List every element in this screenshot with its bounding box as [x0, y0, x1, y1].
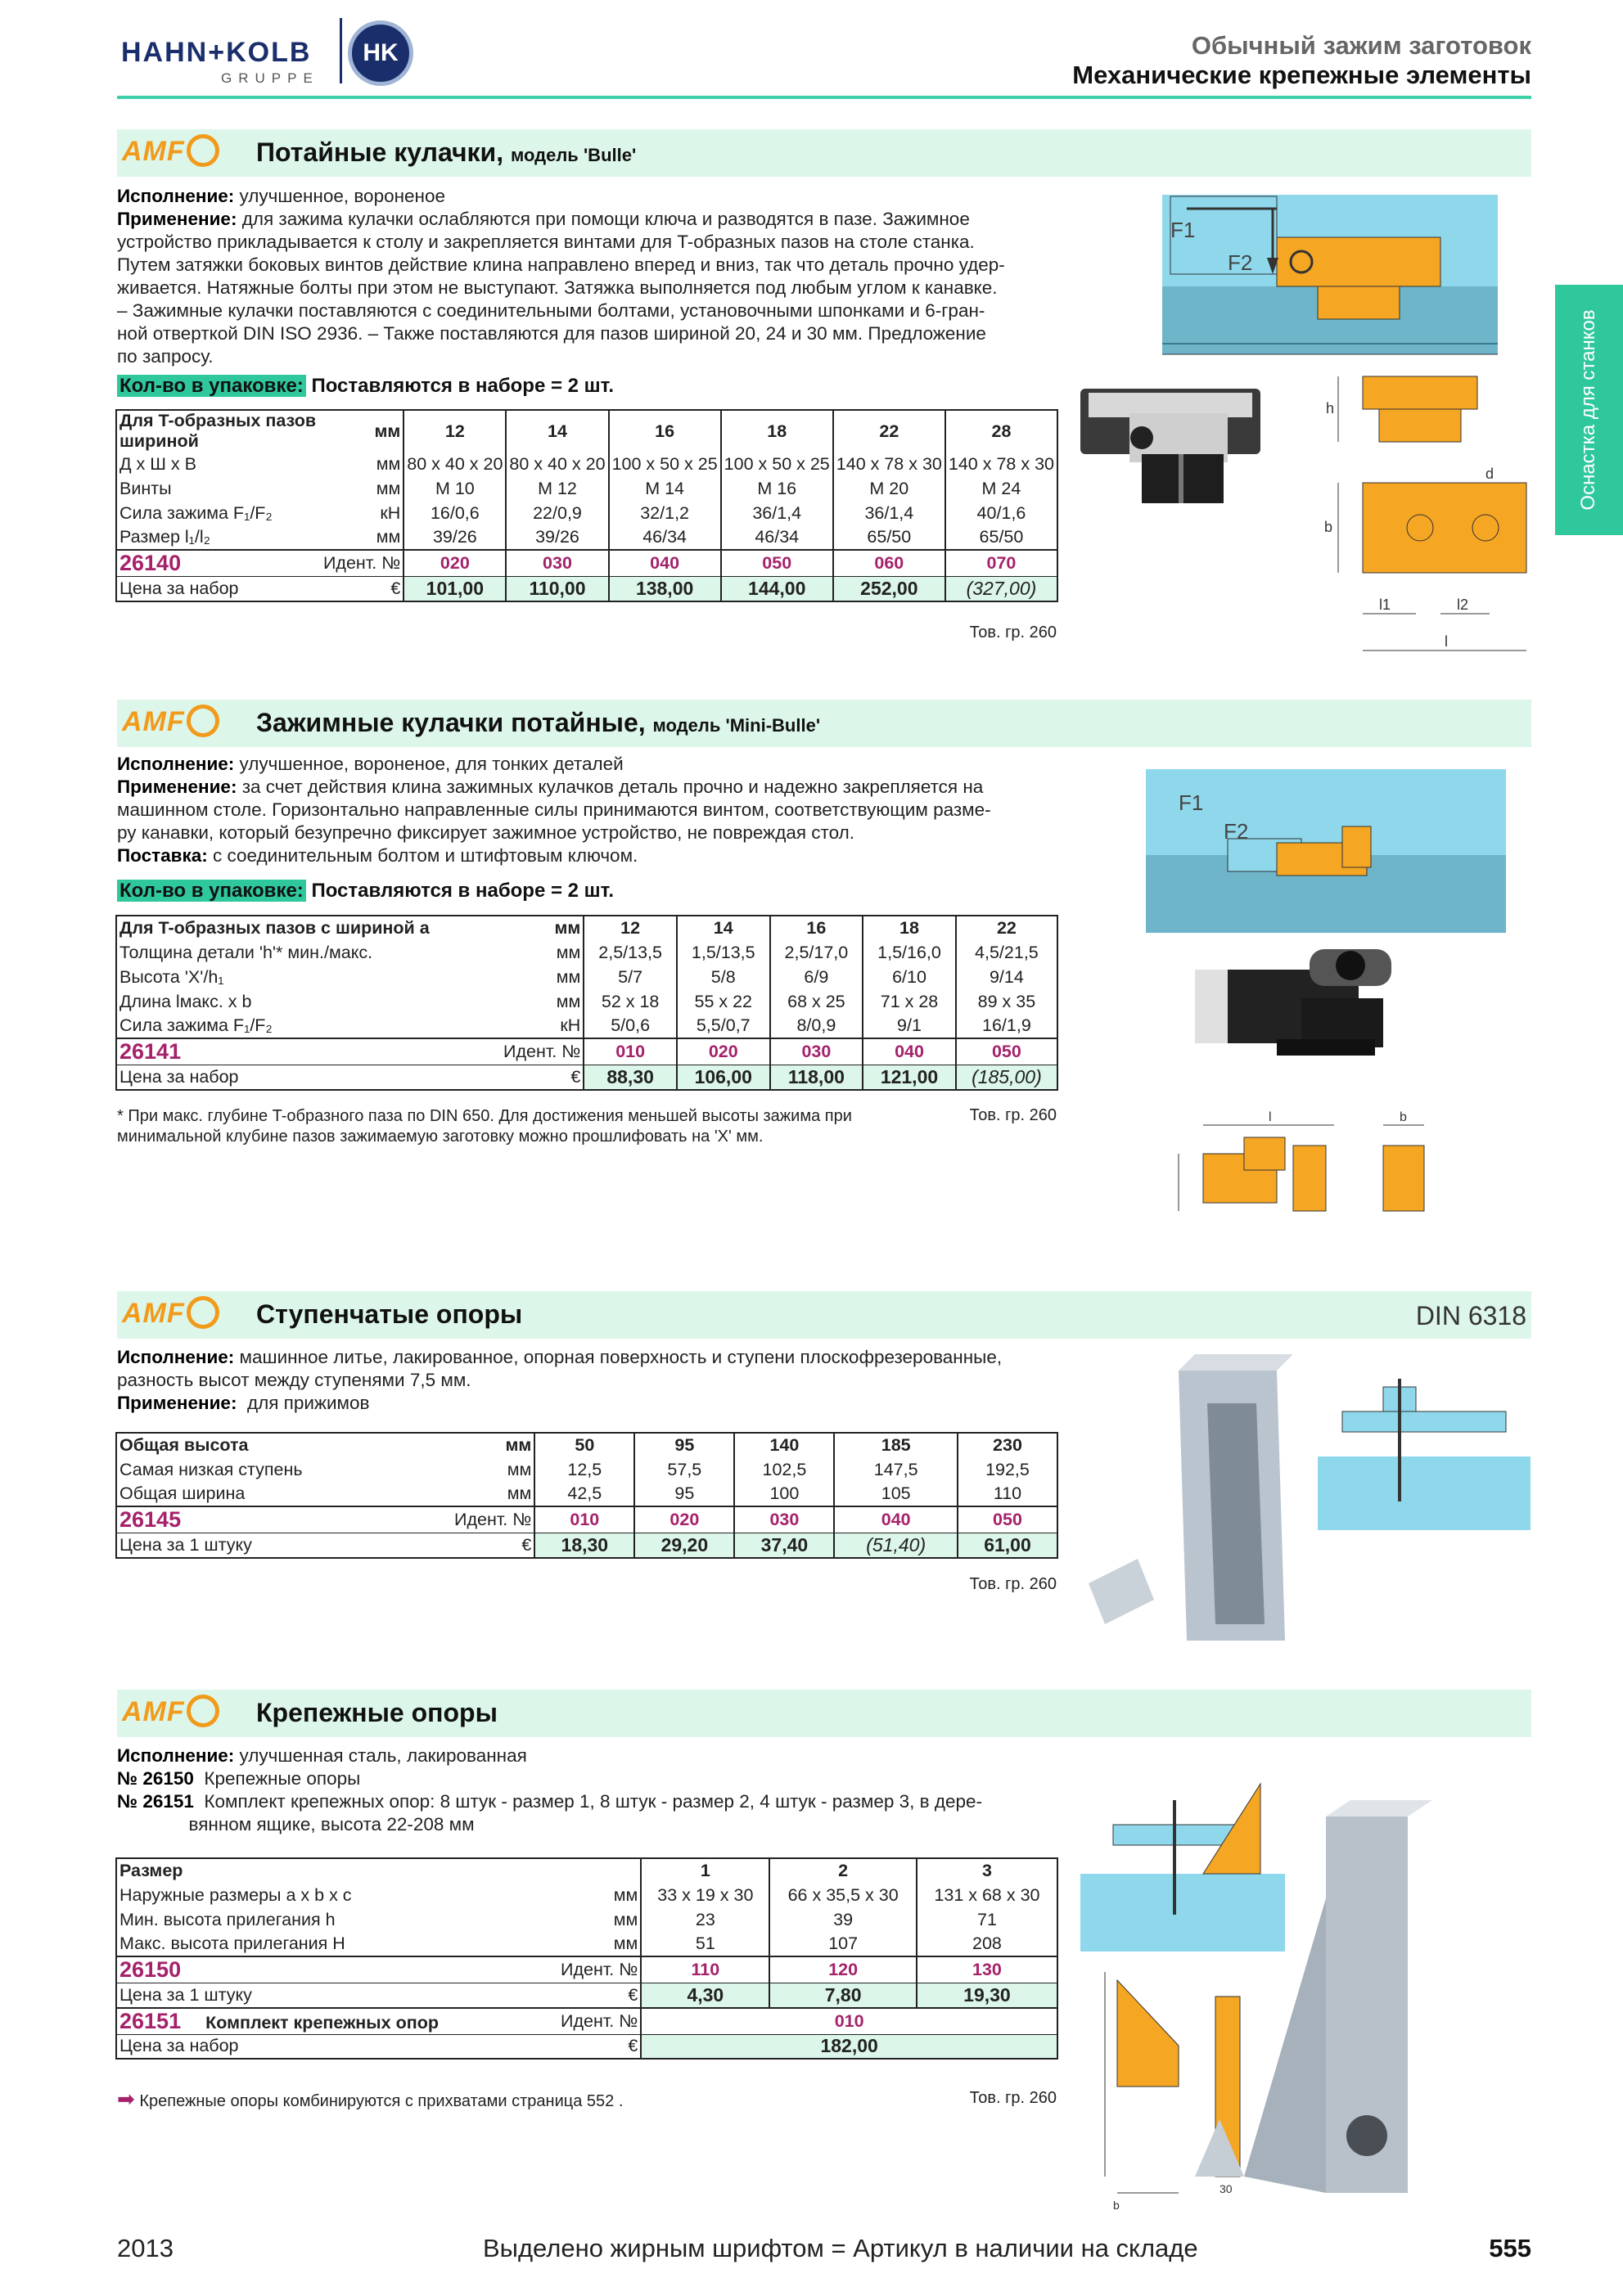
row-unit: мм [374, 421, 401, 441]
row-value: 28 [945, 410, 1057, 452]
description-line: вянном ящике, высота 22-208 мм [117, 1814, 475, 1835]
row-label: Наружные размеры a x b x c [119, 1884, 352, 1905]
row-label: Общая ширина [119, 1483, 246, 1503]
price-value: (51,40) [834, 1533, 958, 1558]
article-number: 26141 [116, 1038, 501, 1065]
row-value: 5/7 [584, 965, 677, 989]
section-title: Потайные кулачки, модель 'Bulle' [256, 137, 637, 167]
price-row-set [116, 2034, 1057, 2059]
row-value: 192,5 [958, 1457, 1057, 1482]
svg-text:l2: l2 [1457, 597, 1469, 613]
side-tab-label: Оснастка для станков [1577, 309, 1599, 511]
row-value: 5/8 [677, 965, 770, 989]
currency: € [501, 1065, 584, 1090]
row-value: 1,5/13,5 [677, 940, 770, 965]
svg-text:b: b [1324, 519, 1333, 535]
row-value: 107 [769, 1932, 917, 1956]
price-row [116, 1065, 1057, 1090]
description-line: Исполнение: улучшенная сталь, лакированная [117, 1745, 527, 1766]
row-value: 1 [641, 1858, 769, 1883]
row-value: M 20 [833, 476, 945, 501]
row-value: 36/1,4 [721, 501, 833, 525]
header-category: Обычный зажим заготовок [1191, 31, 1531, 60]
row-unit: мм [556, 942, 581, 962]
svg-text:b: b [1400, 1110, 1407, 1124]
price-label: Цена за набор [116, 2034, 558, 2059]
clamping-support-illustrations [1080, 1751, 1539, 2209]
price-value: 61,00 [958, 1533, 1057, 1558]
ident-number: 010 [534, 1506, 634, 1533]
price-row [116, 577, 1057, 601]
price-value: 144,00 [721, 577, 833, 601]
spec-table-step-blocks [115, 1432, 1058, 1559]
side-tab[interactable] [1555, 285, 1623, 535]
mini-bulle-schematic-icon [1146, 769, 1506, 933]
ident-label: Идент. № [321, 550, 403, 577]
row-value: M 24 [945, 476, 1057, 501]
row-value: 68 x 25 [770, 989, 863, 1014]
row-value: 22 [833, 410, 945, 452]
table-row [116, 1433, 1057, 1457]
currency: € [558, 2034, 641, 2059]
article-row [116, 1956, 1057, 1983]
section-bar-bulle [117, 129, 1531, 177]
step-block-illustrations [1072, 1354, 1531, 1649]
brand-divider [340, 18, 342, 83]
ident-number: 110 [641, 1956, 769, 1983]
ident-number: 060 [833, 550, 945, 577]
ident-label: Идент. № [452, 1506, 534, 1533]
row-value: 39 [769, 1907, 917, 1932]
row-value: 32/1,2 [609, 501, 721, 525]
section-bar-clamping-supports [117, 1690, 1531, 1737]
table-row [116, 476, 1057, 501]
ident-number: 020 [634, 1506, 734, 1533]
catalog-year: 2013 [117, 2234, 174, 2262]
table-row [116, 1457, 1057, 1482]
article-number: 26145 [116, 1506, 452, 1533]
row-value: 3 [917, 1858, 1057, 1883]
description-line: Поставка: с соединительным болтом и штифтовым ключом. [117, 845, 638, 866]
currency: € [321, 577, 403, 601]
header-rule [117, 96, 1531, 99]
price-value: 4,30 [641, 1983, 769, 2008]
pack-info: Кол-во в упаковке: Поставляются в наборе = 2 шт. [117, 880, 614, 903]
row-value: 2 [769, 1858, 917, 1883]
price-value: 138,00 [609, 577, 721, 601]
row-value: 105 [834, 1482, 958, 1506]
row-value: 2,5/13,5 [584, 940, 677, 965]
ident-number: 010 [584, 1038, 677, 1065]
description-line: № 26150 Крепежные опоры [117, 1768, 361, 1789]
row-value: 22/0,9 [506, 501, 608, 525]
row-value: 71 [917, 1907, 1057, 1932]
product-group: Тов. гр. 260 [969, 624, 1057, 642]
description-line: Путем затяжки боковых винтов действие клина направлено вперед и вниз, так что деталь прочно удер- [117, 254, 1005, 275]
description-line: № 26151 Комплект крепежных опор: 8 штук - размер 1, 8 штук - размер 2, 4 штук - размер 3, в дере- [117, 1791, 982, 1812]
bulle-photo-icon [1080, 389, 1260, 503]
section-description [117, 753, 991, 867]
row-unit: мм [554, 918, 581, 938]
table-row [116, 940, 1057, 965]
svg-text:l: l [1269, 1110, 1272, 1124]
article-number: 26140 [116, 550, 321, 577]
svg-text:h: h [1326, 400, 1335, 416]
price-label: Цена за набор [116, 577, 321, 601]
description-line: Применение: для зажима кулачки ослабляются при помощи ключа и разводятся в пазе. Зажимное [117, 209, 970, 229]
row-value: 12 [403, 410, 506, 452]
row-label: Для T-образных пазов шириной [119, 411, 317, 451]
row-unit [558, 1858, 641, 1883]
row-label: Мин. высота прилегания h [119, 1909, 336, 1929]
ident-label: Идент. № [558, 1956, 641, 1983]
row-label: Высота 'X'/h₁ [119, 966, 224, 987]
svg-text:30: 30 [1220, 2182, 1233, 2195]
brand-logo-subtitle: GRUPPE [221, 70, 319, 86]
section-bar-mini-bulle [117, 700, 1531, 747]
price-value: 29,20 [634, 1533, 734, 1558]
ident-number: 040 [609, 550, 721, 577]
row-value: 131 x 68 x 30 [917, 1883, 1057, 1907]
din-standard: DIN 6318 [1415, 1301, 1526, 1330]
row-value: M 10 [403, 476, 506, 501]
table-row [116, 501, 1057, 525]
row-value: 4,5/21,5 [956, 940, 1057, 965]
row-value: 140 x 78 x 30 [945, 452, 1057, 476]
article-row-set [116, 2008, 1057, 2035]
table-row [116, 1932, 1057, 1956]
product-group: Тов. гр. 260 [969, 1106, 1057, 1124]
row-unit: кН [380, 502, 401, 523]
row-value: 80 x 40 x 20 [506, 452, 608, 476]
price-value: 101,00 [403, 577, 506, 601]
spec-table-mini-bulle [115, 915, 1058, 1091]
row-unit: мм [556, 991, 581, 1011]
ident-number: 120 [769, 1956, 917, 1983]
page-number: 555 [1489, 2234, 1531, 2262]
price-value: (185,00) [956, 1065, 1057, 1090]
ident-number: 030 [770, 1038, 863, 1065]
row-label: Макс. высота прилегания H [119, 1934, 345, 1953]
row-value: 36/1,4 [833, 501, 945, 525]
row-value: 33 x 19 x 30 [641, 1883, 769, 1907]
ident-number: 050 [958, 1506, 1057, 1533]
row-value: 95 [634, 1433, 734, 1457]
row-value: 12 [584, 916, 677, 940]
row-value: 102,5 [734, 1457, 834, 1482]
section-description [117, 185, 1005, 368]
table-row [116, 916, 1057, 940]
page-footer [0, 2234, 1623, 2283]
row-label: Сила зажима F₁/F₂ [119, 1015, 273, 1035]
row-unit: мм [613, 1884, 638, 1905]
article-number: 26150 [116, 1956, 558, 1983]
row-value: 5,5/0,7 [677, 1014, 770, 1038]
table-row [116, 525, 1057, 550]
currency: € [452, 1533, 534, 1558]
description-line: Исполнение: машинное литье, лакированное, опорная поверхность и ступени плоскофрезерованные, [117, 1347, 1003, 1367]
row-value: 9/14 [956, 965, 1057, 989]
table-row [116, 1014, 1057, 1038]
row-unit: мм [376, 527, 401, 547]
row-unit: кН [560, 1015, 581, 1035]
table-row [116, 1482, 1057, 1506]
price-label: Цена за 1 штуку [116, 1533, 452, 1558]
row-value: 2,5/17,0 [770, 940, 863, 965]
description-line: устройство прикладывается к столу и закрепляется винтами для T-образных пазов на столе станка. [117, 232, 975, 252]
row-value: 140 x 78 x 30 [833, 452, 945, 476]
ident-number: 020 [403, 550, 506, 577]
article-row [116, 1506, 1057, 1533]
price-row [116, 1983, 1057, 2008]
row-unit: мм [376, 453, 401, 474]
step-block-schematic-icon [1318, 1379, 1531, 1530]
article-row [116, 550, 1057, 577]
row-value: 46/34 [721, 525, 833, 550]
row-value: 71 x 28 [863, 989, 956, 1014]
row-label: Винты [119, 478, 172, 498]
row-value: 14 [677, 916, 770, 940]
section-title: Ступенчатые опоры [256, 1299, 523, 1329]
brand-logo-text: HAHN+KOLB [121, 37, 312, 68]
description-line: живается. Натяжные болты при этом не выступают. Затяжка выполняется под любым углом к канавке. [117, 277, 998, 298]
row-value: 16/0,6 [403, 501, 506, 525]
row-value: 8/0,9 [770, 1014, 863, 1038]
row-value: 100 x 50 x 25 [609, 452, 721, 476]
row-value: 89 x 35 [956, 989, 1057, 1014]
table-row [116, 989, 1057, 1014]
price-label: Цена за набор [116, 1065, 501, 1090]
article-set: 26151 Комплект крепежных опор [116, 2008, 558, 2035]
price-value: 121,00 [863, 1065, 956, 1090]
svg-text:F2: F2 [1224, 819, 1249, 844]
row-value: 51 [641, 1932, 769, 1956]
row-value: 140 [734, 1433, 834, 1457]
table-row [116, 452, 1057, 476]
pack-info: Кол-во в упаковке: Поставляются в наборе = 2 шт. [117, 375, 614, 398]
row-value: 50 [534, 1433, 634, 1457]
description-line: – Зажимные кулачки поставляются с соединительными болтами, установочными шпонками и 6-гран- [117, 300, 985, 321]
row-unit: мм [507, 1483, 532, 1503]
row-value: 65/50 [945, 525, 1057, 550]
row-value: 1,5/16,0 [863, 940, 956, 965]
description-line: Применение: за счет действия клина зажимных кулачков деталь прочно и надежно закрепляется на [117, 777, 984, 797]
description-line: ной отверткой DIN ISO 2936. – Также поставляются для пазов шириной 20, 24 и 30 мм. Предложение [117, 323, 986, 344]
row-value: 80 x 40 x 20 [403, 452, 506, 476]
amf-logo-icon: AMF [122, 1696, 237, 1731]
row-value: 16 [609, 410, 721, 452]
row-unit: мм [505, 1435, 532, 1455]
bulle-schematic-icon [1162, 195, 1498, 354]
product-group: Тов. гр. 260 [969, 2089, 1057, 2107]
footnote: * При макс. глубине T-образного паза по DIN 650. Для достижения меньшей высоты зажима при минимальной клубине пазов зажимаемую заготовку можно прошлифовать на 'X' мм. [117, 1107, 852, 1146]
price-value: 18,30 [534, 1533, 634, 1558]
row-value: 39/26 [506, 525, 608, 550]
price-value: (327,00) [945, 577, 1057, 601]
description-line: Применение: для прижимов [117, 1393, 370, 1413]
row-label: Для T-образных пазов с шириной a [119, 918, 430, 938]
row-value: 66 x 35,5 x 30 [769, 1883, 917, 1907]
row-label: Самая низкая ступень [119, 1459, 303, 1479]
bulle-illustrations [1072, 180, 1531, 663]
row-label: Толщина детали 'h'* мин./макс. [119, 942, 373, 962]
row-value: 185 [834, 1433, 958, 1457]
row-value: 23 [641, 1907, 769, 1932]
price-value: 118,00 [770, 1065, 863, 1090]
ident-number: 010 [641, 2008, 1057, 2035]
row-label: Длина lмакс. x b [119, 991, 252, 1011]
currency: € [558, 1983, 641, 2008]
article-row [116, 1038, 1057, 1065]
table-row [116, 1907, 1057, 1932]
section-title: Крепежные опоры [256, 1698, 498, 1727]
amf-logo-icon: AMF [122, 136, 237, 170]
svg-text:F1: F1 [1170, 218, 1196, 242]
ident-label: Идент. № [558, 2008, 641, 2035]
brand-emblem-icon: HK [348, 20, 413, 86]
table-row [116, 965, 1057, 989]
section-bar-step-blocks [117, 1291, 1531, 1339]
row-value: 57,5 [634, 1457, 734, 1482]
row-value: 147,5 [834, 1457, 958, 1482]
price-value: 252,00 [833, 577, 945, 601]
row-value: M 12 [506, 476, 608, 501]
page-header [0, 0, 1623, 102]
row-unit: мм [376, 478, 401, 498]
svg-text:d: d [1485, 466, 1495, 482]
row-unit: мм [613, 1909, 638, 1929]
table-row [116, 410, 1057, 452]
row-value: 18 [863, 916, 956, 940]
price-value: 88,30 [584, 1065, 677, 1090]
row-value: 14 [506, 410, 608, 452]
row-unit: мм [556, 966, 581, 987]
svg-text:F1: F1 [1179, 790, 1204, 815]
mini-bulle-illustrations [1146, 761, 1506, 1252]
price-value: 110,00 [506, 577, 608, 601]
row-value: 12,5 [534, 1457, 634, 1482]
product-group: Тов. гр. 260 [969, 1575, 1057, 1593]
ident-number: 040 [834, 1506, 958, 1533]
ident-number: 020 [677, 1038, 770, 1065]
price-value: 106,00 [677, 1065, 770, 1090]
price-label: Цена за 1 штуку [116, 1983, 558, 2008]
row-value: 22 [956, 916, 1057, 940]
row-value: 6/9 [770, 965, 863, 989]
ident-number: 130 [917, 1956, 1057, 1983]
row-label: Сила зажима F₁/F₂ [119, 502, 273, 523]
row-value: M 14 [609, 476, 721, 501]
row-value: 208 [917, 1932, 1057, 1956]
row-value: 39/26 [403, 525, 506, 550]
svg-text:b: b [1113, 2199, 1120, 2209]
arrow-right-icon: ➡ [117, 2087, 135, 2111]
ident-number: 030 [734, 1506, 834, 1533]
row-value: 6/10 [863, 965, 956, 989]
description-line: Исполнение: улучшенное, вороненое, для тонких деталей [117, 754, 624, 774]
ident-number: 040 [863, 1038, 956, 1065]
row-value: 95 [634, 1482, 734, 1506]
row-value: 9/1 [863, 1014, 956, 1038]
description-line: ру канавки, который безупречно фиксирует зажимное устройство, не повреждая стол. [117, 822, 855, 843]
amf-logo-icon: AMF [122, 706, 237, 741]
description-line: разность высот между ступенями 7,5 мм. [117, 1370, 471, 1390]
price-value: 182,00 [641, 2034, 1057, 2059]
footer-legend: Выделено жирным шрифтом = Артикул в наличии на складе [483, 2234, 1198, 2262]
row-label: Д х Ш х В [119, 453, 196, 474]
row-value: 100 x 50 x 25 [721, 452, 833, 476]
ident-number: 070 [945, 550, 1057, 577]
description-line: Исполнение: улучшенное, вороненое [117, 186, 445, 206]
ident-label: Идент. № [501, 1038, 584, 1065]
price-row [116, 1533, 1057, 1558]
row-value: 110 [958, 1482, 1057, 1506]
mini-bulle-photo-icon [1195, 949, 1391, 1056]
price-value: 37,40 [734, 1533, 834, 1558]
price-value: 7,80 [769, 1983, 917, 2008]
row-value: 16 [770, 916, 863, 940]
section-description [117, 1346, 1002, 1415]
header-subcategory: Механические крепежные элементы [1072, 61, 1531, 89]
bulle-drawing-icon [1324, 376, 1526, 651]
step-block-photo-icon [1089, 1354, 1293, 1641]
row-label: Общая высота [119, 1435, 249, 1455]
row-value: 16/1,9 [956, 1014, 1057, 1038]
row-label: Размер l₁/l₂ [119, 527, 210, 547]
section-description [117, 1745, 982, 1836]
table-row [116, 1883, 1057, 1907]
row-value: 55 x 22 [677, 989, 770, 1014]
table-row [116, 1858, 1057, 1883]
spec-table-clamping-supports [115, 1857, 1058, 2060]
svg-text:F2: F2 [1228, 250, 1253, 275]
description-line: машинном столе. Горизонтально направленные силы принимаются винтом, соответствующим разме- [117, 799, 991, 820]
ident-number: 050 [721, 550, 833, 577]
ident-number: 050 [956, 1038, 1057, 1065]
ident-number: 030 [506, 550, 608, 577]
spec-table-bulle [115, 409, 1058, 602]
description-line: по запросу. [117, 346, 214, 367]
row-value: 230 [958, 1433, 1057, 1457]
clamping-support-schematic-icon [1080, 1784, 1285, 1952]
row-value: 40/1,6 [945, 501, 1057, 525]
amf-logo-icon: AMF [122, 1298, 237, 1332]
row-value: M 16 [721, 476, 833, 501]
row-value: 46/34 [609, 525, 721, 550]
row-value: 5/0,6 [584, 1014, 677, 1038]
price-value: 19,30 [917, 1983, 1057, 2008]
row-value: 65/50 [833, 525, 945, 550]
cross-reference: ➡ Крепежные опоры комбинируются с прихватами страница 552 . [117, 2087, 624, 2111]
svg-text:l1: l1 [1379, 597, 1391, 613]
mini-bulle-drawing-icon [1179, 1110, 1424, 1211]
row-unit: мм [613, 1934, 638, 1953]
row-value: 52 x 18 [584, 989, 677, 1014]
svg-text:l: l [1445, 633, 1448, 650]
row-label: Размер [119, 1861, 183, 1880]
section-title: Зажимные кулачки потайные, модель 'Mini-Bulle' [256, 708, 821, 737]
row-value: 42,5 [534, 1482, 634, 1506]
row-value: 18 [721, 410, 833, 452]
row-unit: мм [507, 1459, 532, 1479]
row-value: 100 [734, 1482, 834, 1506]
